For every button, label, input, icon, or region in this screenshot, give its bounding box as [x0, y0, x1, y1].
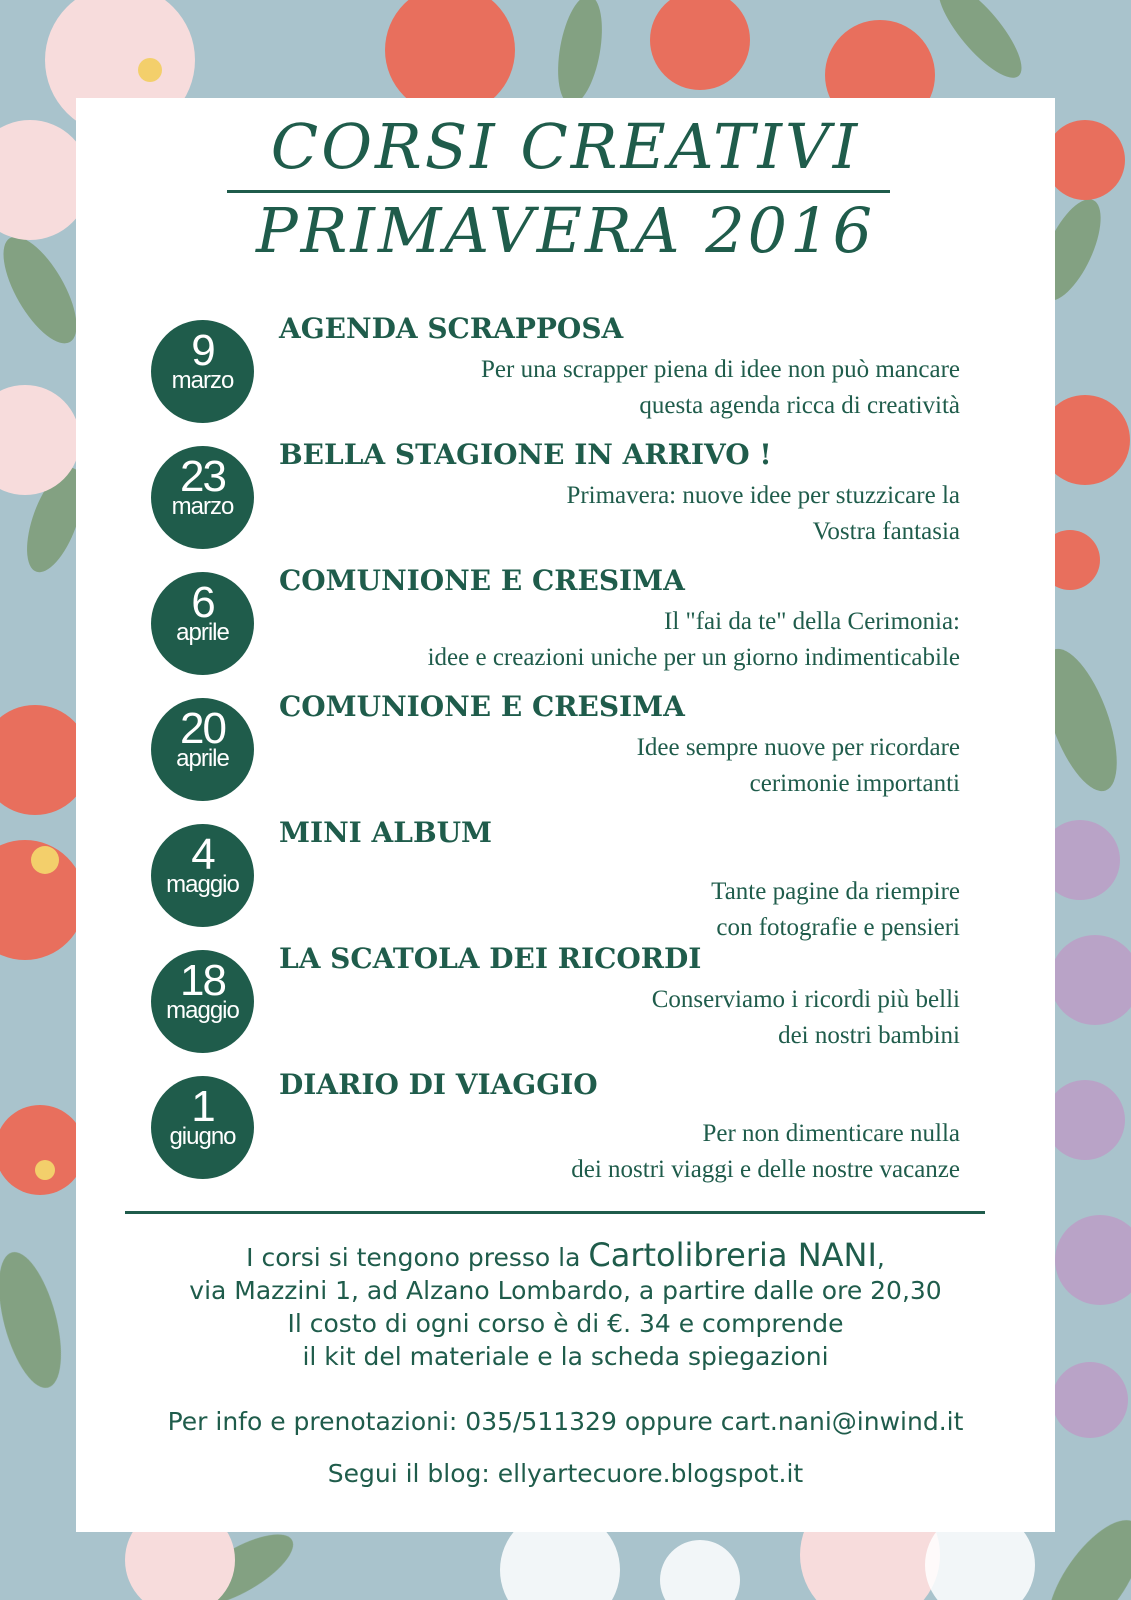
course-description-line-2: idee e creazioni uniche per un giorno indimenticabile — [427, 644, 960, 671]
course-description-line-1: Idee sempre nuove per ricordare — [636, 734, 960, 761]
date-month: maggio — [166, 871, 239, 898]
date-badge — [151, 320, 254, 423]
date-badge — [151, 950, 254, 1053]
course-description-line-2: Vostra fantasia — [812, 518, 960, 545]
date-month: aprile — [176, 619, 229, 646]
date-badge — [151, 446, 254, 549]
course-title: LA SCATOLA DEI RICORDI — [279, 942, 702, 975]
footer-line-1-suffix: , — [876, 1243, 885, 1272]
course-description-line-2: questa agenda ricca di creatività — [639, 392, 960, 419]
course-description — [260, 982, 960, 1054]
course-description-line-2: cerimonie importanti — [749, 770, 960, 797]
footer-line-1 — [76, 1238, 1055, 1275]
footer-blog: Segui il blog: ellyartecuore.blogspot.it — [327, 1459, 804, 1488]
course-item — [76, 438, 1055, 566]
date-badge — [151, 572, 254, 675]
course-description-line-1: Il "fai da te" della Cerimonia: — [664, 608, 960, 635]
course-title: AGENDA SCRAPPOSA — [279, 312, 624, 345]
course-item — [76, 690, 1055, 818]
date-month: marzo — [171, 493, 234, 520]
course-description — [260, 730, 960, 802]
date-month: aprile — [176, 745, 229, 772]
date-month: giugno — [169, 1123, 236, 1150]
course-title: COMUNIONE E CRESIMA — [279, 564, 685, 597]
course-description — [260, 604, 960, 676]
course-description — [260, 352, 960, 424]
footer-contact: Per info e prenotazioni: 035/511329 oppure cart.nani@inwind.it — [167, 1407, 964, 1436]
course-description-line-1: Tante pagine da riempire — [711, 878, 960, 905]
footer-divider — [125, 1211, 985, 1214]
date-day: 23 — [180, 452, 225, 501]
course-title: DIARIO DI VIAGGIO — [279, 1068, 598, 1101]
course-item — [76, 816, 1055, 944]
course-description — [260, 874, 960, 946]
footer-line-1-prefix: I corsi si tengono presso la — [246, 1243, 589, 1272]
course-description-line-1: Conserviamo i ricordi più belli — [651, 986, 960, 1013]
date-day: 4 — [191, 830, 214, 879]
course-item — [76, 312, 1055, 440]
date-badge — [151, 698, 254, 801]
course-description-line-2: dei nostri bambini — [778, 1022, 960, 1049]
shop-name: Cartolibreria NANI — [588, 1236, 877, 1274]
date-badge — [151, 824, 254, 927]
title-line-2: PRIMAVERA 2016 — [255, 194, 876, 267]
footer-cost: Il costo di ogni corso è di €. 34 e comprende — [287, 1309, 844, 1338]
date-day: 1 — [191, 1082, 214, 1131]
course-title: COMUNIONE E CRESIMA — [279, 690, 685, 723]
date-day: 6 — [191, 578, 214, 627]
footer-address: via Mazzini 1, ad Alzano Lombardo, a partire dalle ore 20,30 — [189, 1276, 942, 1305]
date-day: 9 — [191, 326, 214, 375]
course-description-line-2: dei nostri viaggi e delle nostre vacanze — [571, 1156, 960, 1183]
course-description-line-1: Per una scrapper piena di idee non può mancare — [481, 356, 960, 383]
date-badge — [151, 1076, 254, 1179]
course-description-line-1: Per non dimenticare nulla — [702, 1120, 960, 1147]
course-item — [76, 942, 1055, 1070]
date-day: 20 — [180, 704, 225, 753]
course-description-line-2: con fotografie e pensieri — [716, 914, 960, 941]
date-month: marzo — [171, 367, 234, 394]
date-day: 18 — [180, 956, 225, 1005]
date-month: maggio — [166, 997, 239, 1024]
course-item — [76, 1068, 1055, 1196]
course-description-line-1: Primavera: nuove idee per stuzzicare la — [566, 482, 960, 509]
course-description — [260, 1116, 960, 1188]
title-divider — [227, 190, 890, 193]
course-description — [260, 478, 960, 550]
footer-kit: il kit del materiale e la scheda spiegazioni — [302, 1342, 829, 1371]
course-title: BELLA STAGIONE IN ARRIVO ! — [279, 438, 772, 471]
poster-card — [76, 98, 1055, 1532]
title-line-1: CORSI CREATIVI — [270, 110, 861, 183]
course-item — [76, 564, 1055, 692]
course-title: MINI ALBUM — [279, 816, 493, 849]
